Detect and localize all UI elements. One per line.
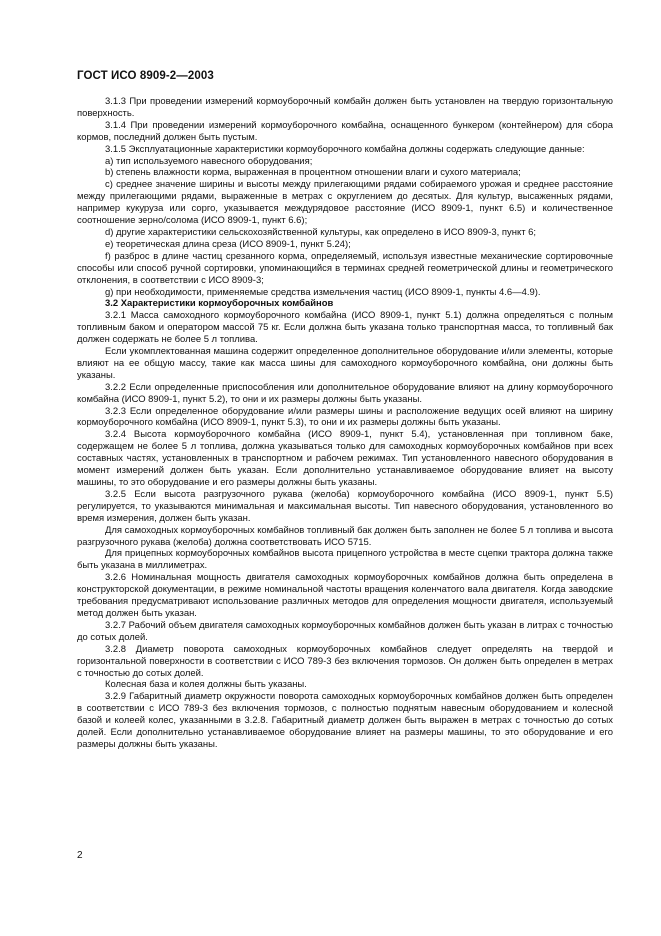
paragraph: 3.2.2 Если определенные приспособления или дополнительное оборудование влияют на длину кормоуборочного комбайна (ИСО 8909-1, пункт 5.2), то они и их размеры должны быть указаны.	[77, 381, 613, 405]
paragraph: 3.1.4 При проведении измерений кормоуборочного комбайна, оснащенного бункером (контейнером) для сбора кормов, последний должен быть пустым.	[77, 119, 613, 143]
paragraph: g) при необходимости, применяемые средства измельчения частиц (ИСО 8909-1, пункты 4.6—4.9).	[105, 286, 541, 298]
paragraph: Для прицепных кормоуборочных комбайнов высота прицепного устройства в месте сцепки трактора должна также быть указана в миллиметрах.	[77, 548, 613, 572]
paragraph: 3.2.4 Высота кормоуборочного комбайна (ИСО 8909-1, пункт 5.4), установленная при топливном баке, содержащем не более 5 л топлива, должна указываться только для самоходных кормоуборочных комбайнов при всех составных частях, установленных в транспортном и рабочем режимах. Тип установленного навесного оборудования в момент измерений должен быть указан. Если дополнительно устанавливаемое оборудование влияет на высоту машины, то это оборудование и его размеры должны быть указаны.	[77, 429, 613, 488]
paragraph: 3.1.3 При проведении измерений кормоуборочный комбайн должен быть установлен на твердую горизонтальную поверхность.	[77, 96, 613, 119]
paragraph: f) разброс в длине частиц срезанного корма, определяемый, используя известные механические сортировочные способы или способ ручной сортировки, упоминающийся в терминах средней геометрической длины и геометрического отклонения, в соответствии с ИСО 8909-3;	[77, 250, 613, 286]
paragraph: 3.2.1 Масса самоходного кормоуборочного комбайна (ИСО 8909-1, пункт 5.1) должна определяться с полным топливным баком и оператором массой 75 кг. Если должна быть указана только транспортная масса, то топливный бак должен содержать не более 5 л топлива.	[77, 310, 613, 346]
paragraph: e) теоретическая длина среза (ИСО 8909-1, пункт 5.24);	[105, 238, 351, 250]
paragraph: Колесная база и колея должны быть указаны.	[105, 679, 307, 691]
paragraph: 3.2.6 Номинальная мощность двигателя самоходных кормоуборочных комбайнов должна быть определена в конструкторской документации, в режиме номинальной частоты вращения коленчатого вала двигателя. Когда заводские требования предусматривают использование различных методов для определения мощности двигателя, используемый метод должен быть указан.	[77, 572, 613, 619]
paragraph: c) среднее значение ширины и высоты между прилегающими рядами собираемого урожая и среднее расстояние между прилегающими рядами, выраженные в метрах с округлением до десятых. Для культур, высаженных рядами, например кукуруза или сорго, указывается междурядовое расстояние (ИСО 8909-1, пункт 6.5) и количественное соотношение зерно/солома (ИСО 8909-1, пункт 6.6);	[77, 179, 613, 227]
paragraph: d) другие характеристики сельскохозяйственной культуры, как определено в ИСО 8909-3, пункт 6;	[105, 226, 537, 238]
paragraph: b) степень влажности корма, выраженная в процентном отношении влаги и сухого материала;	[105, 167, 521, 179]
paragraph: a) тип используемого навесного оборудования;	[105, 155, 313, 167]
paragraph: 3.1.5 Эксплуатационные характеристики кормоуборочного комбайна должны содержать следующие данные:	[105, 143, 585, 155]
paragraph: 3.2.8 Диаметр поворота самоходных кормоуборочных комбайнов следует определять на твердой и горизонтальной поверхности в соответствии с ИСО 789-3 без включения тормозов. Он должен быть определен в метрах с точностью до сотых долей.	[77, 643, 613, 679]
paragraph: 3.2.3 Если определенное оборудование и/или размеры шины и расположение ведущих осей влияют на ширину кормоуборочного комбайна (ИСО 8909-1, пункт 5.3), то они и их размеры должны быть указаны.	[77, 405, 613, 429]
paragraph: Для самоходных кормоуборочных комбайнов топливный бак должен быть заполнен не более 5 л топлива и высота разгрузочного рукава (желоба) должна соответствовать ИСО 5715.	[77, 524, 613, 548]
paragraph: 3.2.9 Габаритный диаметр окружности поворота самоходных кормоуборочных комбайнов должен быть определен в соответствии с ИСО 789-3 без включения тормозов, с полностью поднятым навесным оборудованием и колесной базой и колеей колес, указанными в 3.2.8. Габаритный диаметр должен быть выражен в метрах с точностью до сотых долей. Если дополнительно устанавливаемое оборудование влияет на размеры машины, то это оборудование и его размеры должны быть указаны.	[77, 691, 613, 750]
paragraph: 3.2.5 Если высота разгрузочного рукава (желоба) кормоуборочного комбайна (ИСО 8909-1, пункт 5.5) регулируется, то указываются минимальная и максимальная высоты. Тип навесного оборудования, установленного во время измерения, должен быть указан.	[77, 488, 613, 524]
paragraph: 3.2.7 Рабочий объем двигателя самоходных кормоуборочных комбайнов должен быть указан в литрах с точностью до сотых долей.	[77, 619, 613, 643]
page-number: 2	[77, 850, 83, 861]
document-header: ГОСТ ИСО 8909-2—2003	[77, 70, 214, 82]
paragraph: Если укомплектованная машина содержит определенное дополнительное оборудование и/или элементы, которые влияют на ее общую массу, такие как масса шины для самоходного кормоуборочного комбайна, они должны быть указаны.	[77, 346, 613, 381]
document-body	[77, 96, 613, 751]
section-heading: 3.2 Характеристики кормоуборочных комбайнов	[105, 298, 334, 310]
